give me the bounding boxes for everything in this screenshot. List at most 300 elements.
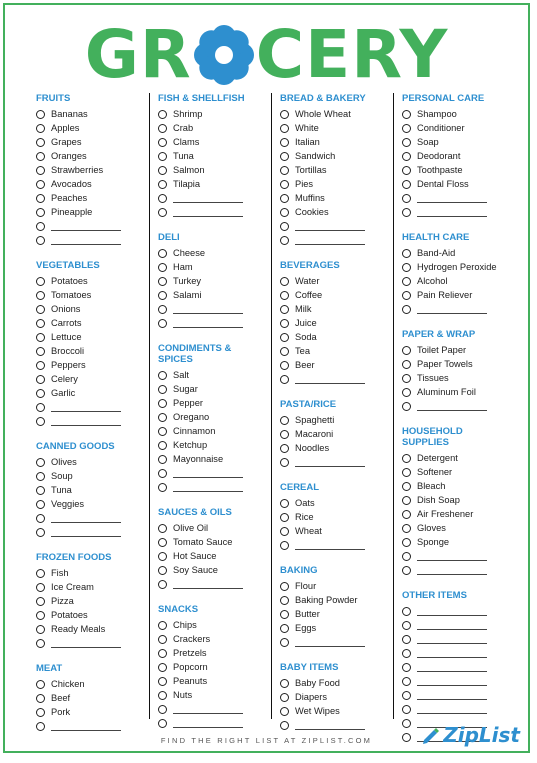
checkbox-circle[interactable] [280, 124, 289, 133]
blank-write-in-line[interactable] [173, 194, 243, 203]
blank-write-in-line[interactable] [51, 222, 121, 231]
checkbox-circle[interactable] [280, 138, 289, 147]
checkbox-circle[interactable] [36, 319, 45, 328]
item-label: Toilet Paper [417, 345, 467, 355]
checkbox-circle[interactable] [280, 582, 289, 591]
checkbox-circle[interactable] [280, 596, 289, 605]
checkbox-circle[interactable] [402, 454, 411, 463]
section-frozen-foods [36, 552, 154, 650]
checkbox-circle[interactable] [402, 663, 411, 672]
item-label: Pain Reliever [417, 290, 473, 300]
checkbox-circle[interactable] [402, 538, 411, 547]
checkbox-circle[interactable] [402, 468, 411, 477]
list-item [36, 719, 154, 733]
list-item [36, 121, 154, 135]
list-item [402, 618, 520, 632]
list-item [36, 330, 154, 344]
checkbox-circle[interactable] [402, 402, 411, 411]
checkbox-circle[interactable] [280, 679, 289, 688]
checkbox-circle[interactable] [158, 399, 167, 408]
checkbox-circle[interactable] [402, 305, 411, 314]
item-label: Fish [51, 568, 69, 578]
item-label: Beef [51, 693, 71, 703]
blank-write-in-line[interactable] [417, 705, 487, 714]
list-item [402, 674, 520, 688]
checkbox-circle[interactable] [158, 719, 167, 728]
checkbox-circle[interactable] [402, 691, 411, 700]
checkbox-circle[interactable] [402, 374, 411, 383]
checkbox-circle[interactable] [36, 583, 45, 592]
checkbox-circle[interactable] [36, 417, 45, 426]
checkbox-circle[interactable] [280, 236, 289, 245]
checkbox-circle[interactable] [158, 524, 167, 533]
blank-write-in-line[interactable] [417, 566, 487, 575]
checkbox-circle[interactable] [36, 277, 45, 286]
checkbox-circle[interactable] [36, 597, 45, 606]
blank-write-in-line[interactable] [417, 208, 487, 217]
checkbox-circle[interactable] [402, 277, 411, 286]
list-item [402, 205, 520, 219]
list-item [280, 330, 398, 344]
blank-write-in-line[interactable] [417, 607, 487, 616]
list-item [402, 521, 520, 535]
item-label: Soda [295, 332, 317, 342]
checkbox-circle[interactable] [280, 194, 289, 203]
list-item [158, 424, 276, 438]
checkbox-circle[interactable] [280, 527, 289, 536]
checkbox-circle[interactable] [280, 166, 289, 175]
list-item [402, 479, 520, 493]
blank-write-in-line[interactable] [51, 722, 121, 731]
list-item [158, 674, 276, 688]
list-item [280, 219, 398, 233]
checkbox-circle[interactable] [158, 385, 167, 394]
checkbox-circle[interactable] [36, 138, 45, 147]
checkbox-circle[interactable] [402, 291, 411, 300]
item-label: Alcohol [417, 276, 448, 286]
checkbox-circle[interactable] [36, 375, 45, 384]
list-item [36, 455, 154, 469]
list-item [280, 288, 398, 302]
checkbox-circle[interactable] [280, 624, 289, 633]
checkbox-circle[interactable] [158, 552, 167, 561]
checkbox-circle[interactable] [280, 444, 289, 453]
checkbox-circle[interactable] [280, 277, 289, 286]
item-label: Popcorn [173, 662, 208, 672]
item-label: Bananas [51, 109, 88, 119]
checkbox-circle[interactable] [402, 249, 411, 258]
item-label: Tuna [173, 151, 194, 161]
list-item [36, 107, 154, 121]
checkbox-circle[interactable] [402, 649, 411, 658]
section-condiments-spices [158, 343, 276, 494]
blank-write-in-line[interactable] [173, 305, 243, 314]
blank-write-in-line[interactable] [51, 403, 121, 412]
blank-write-in-line[interactable] [295, 541, 365, 550]
list-item [402, 274, 520, 288]
blank-write-in-line[interactable] [173, 483, 243, 492]
blank-write-in-line[interactable] [51, 417, 121, 426]
checkbox-circle[interactable] [36, 708, 45, 717]
blank-write-in-line[interactable] [173, 705, 243, 714]
checkbox-circle[interactable] [36, 361, 45, 370]
checkbox-circle[interactable] [158, 621, 167, 630]
checkbox-circle[interactable] [36, 124, 45, 133]
checkbox-circle[interactable] [280, 361, 289, 370]
checkbox-circle[interactable] [36, 333, 45, 342]
checkbox-circle[interactable] [280, 180, 289, 189]
item-label: Milk [295, 304, 312, 314]
checkbox-circle[interactable] [280, 721, 289, 730]
checkbox-circle[interactable] [158, 194, 167, 203]
checkbox-circle[interactable] [36, 458, 45, 467]
checkbox-circle[interactable] [280, 416, 289, 425]
checkbox-circle[interactable] [36, 500, 45, 509]
checkbox-circle[interactable] [402, 482, 411, 491]
list-item [158, 452, 276, 466]
checkbox-circle[interactable] [402, 607, 411, 616]
checkbox-circle[interactable] [280, 319, 289, 328]
section-baby-items [280, 662, 398, 732]
list-item [402, 451, 520, 465]
checkbox-circle[interactable] [158, 124, 167, 133]
section-title: SAUCES & OILS [158, 507, 232, 518]
checkbox-circle[interactable] [36, 110, 45, 119]
checkbox-circle[interactable] [402, 360, 411, 369]
list-item [36, 677, 154, 691]
blank-write-in-line[interactable] [51, 514, 121, 523]
item-label: Peaches [51, 193, 88, 203]
checkbox-circle[interactable] [36, 639, 45, 648]
item-label: Lettuce [51, 332, 82, 342]
section-meat [36, 663, 154, 733]
item-label: Veggies [51, 499, 85, 509]
checkbox-circle[interactable] [158, 483, 167, 492]
checkbox-circle[interactable] [36, 208, 45, 217]
blank-write-in-line[interactable] [417, 691, 487, 700]
item-label: Tuna [51, 485, 72, 495]
blank-write-in-line[interactable] [51, 236, 121, 245]
checkbox-circle[interactable] [36, 305, 45, 314]
checkbox-circle[interactable] [402, 110, 411, 119]
checkbox-circle[interactable] [280, 499, 289, 508]
checkbox-circle[interactable] [280, 333, 289, 342]
checkbox-circle[interactable] [402, 719, 411, 728]
checkbox-circle[interactable] [280, 430, 289, 439]
blank-write-in-line[interactable] [173, 580, 243, 589]
checkbox-circle[interactable] [36, 625, 45, 634]
checkbox-circle[interactable] [402, 346, 411, 355]
checkbox-circle[interactable] [158, 277, 167, 286]
list-item [36, 525, 154, 539]
checkbox-circle[interactable] [280, 458, 289, 467]
blank-write-in-line[interactable] [173, 319, 243, 328]
list-item [402, 163, 520, 177]
checkbox-circle[interactable] [158, 291, 167, 300]
section-fish-shellfish [158, 93, 276, 219]
checkbox-circle[interactable] [158, 635, 167, 644]
checkbox-circle[interactable] [158, 566, 167, 575]
checkbox-circle[interactable] [36, 152, 45, 161]
list-item [158, 521, 276, 535]
checkbox-circle[interactable] [158, 427, 167, 436]
checkbox-circle[interactable] [280, 610, 289, 619]
checkbox-circle[interactable] [36, 680, 45, 689]
list-item [158, 618, 276, 632]
item-label: Cheese [173, 248, 206, 258]
list-item [402, 399, 520, 413]
checkbox-circle[interactable] [402, 166, 411, 175]
checkbox-circle[interactable] [158, 469, 167, 478]
checkbox-circle[interactable] [402, 388, 411, 397]
column-4 [402, 93, 520, 757]
blank-write-in-line[interactable] [173, 208, 243, 217]
list-item [36, 580, 154, 594]
checkbox-circle[interactable] [280, 305, 289, 314]
checkbox-circle[interactable] [158, 649, 167, 658]
blank-write-in-line[interactable] [173, 469, 243, 478]
list-item [36, 205, 154, 219]
title-part-gr: GR [84, 16, 192, 93]
checkbox-circle[interactable] [402, 635, 411, 644]
section-title: PERSONAL CARE [402, 93, 485, 104]
item-label: Air Freshener [417, 509, 474, 519]
item-label: Detergent [417, 453, 458, 463]
checkbox-circle[interactable] [280, 638, 289, 647]
checkbox-circle[interactable] [36, 180, 45, 189]
checkbox-circle[interactable] [158, 249, 167, 258]
checkbox-circle[interactable] [158, 691, 167, 700]
checkbox-circle[interactable] [280, 707, 289, 716]
list-item [36, 636, 154, 650]
section-title: FROZEN FOODS [36, 552, 112, 563]
blank-write-in-line[interactable] [417, 402, 487, 411]
list-item [402, 385, 520, 399]
item-label: Hot Sauce [173, 551, 217, 561]
item-label: Muffins [295, 193, 325, 203]
checkbox-circle[interactable] [36, 222, 45, 231]
item-label: Eggs [295, 623, 317, 633]
list-item [402, 302, 520, 316]
list-item [158, 577, 276, 591]
list-item [280, 107, 398, 121]
section-baking [280, 565, 398, 649]
checkbox-circle[interactable] [36, 236, 45, 245]
list-item [158, 191, 276, 205]
list-item [158, 396, 276, 410]
checkbox-circle[interactable] [36, 528, 45, 537]
item-label: Olives [51, 457, 77, 467]
section-title: BEVERAGES [280, 260, 340, 271]
list-item [36, 219, 154, 233]
section-bread-bakery [280, 93, 398, 247]
checkbox-circle[interactable] [402, 263, 411, 272]
blank-write-in-line[interactable] [417, 649, 487, 658]
checkbox-circle[interactable] [36, 291, 45, 300]
list-item [36, 469, 154, 483]
checkbox-circle[interactable] [402, 566, 411, 575]
list-item [36, 705, 154, 719]
list-item [402, 563, 520, 577]
checkbox-circle[interactable] [36, 403, 45, 412]
list-item [36, 149, 154, 163]
blank-write-in-line[interactable] [417, 663, 487, 672]
list-item [402, 371, 520, 385]
section-other-items [402, 590, 520, 744]
checkbox-circle[interactable] [158, 538, 167, 547]
item-label: Cinnamon [173, 426, 216, 436]
item-label: Broccoli [51, 346, 85, 356]
checkbox-circle[interactable] [402, 705, 411, 714]
checkbox-circle[interactable] [402, 138, 411, 147]
list-item [280, 135, 398, 149]
checkbox-circle[interactable] [402, 677, 411, 686]
checkbox-circle[interactable] [36, 722, 45, 731]
checkbox-circle[interactable] [36, 194, 45, 203]
checkbox-circle[interactable] [158, 371, 167, 380]
item-label: Grapes [51, 137, 82, 147]
checkbox-circle[interactable] [402, 621, 411, 630]
checkbox-circle[interactable] [158, 138, 167, 147]
list-item [402, 507, 520, 521]
section-title: MEAT [36, 663, 63, 674]
item-label: Tilapia [173, 179, 201, 189]
item-label: Macaroni [295, 429, 334, 439]
checkbox-circle[interactable] [280, 222, 289, 231]
column-2 [158, 93, 276, 743]
blank-write-in-line[interactable] [295, 721, 365, 730]
checkbox-circle[interactable] [36, 166, 45, 175]
item-label: Pretzels [173, 648, 207, 658]
list-item [280, 177, 398, 191]
item-label: Band-Aid [417, 248, 456, 258]
item-label: Noodles [295, 443, 330, 453]
item-label: Peppers [51, 360, 86, 370]
checkbox-circle[interactable] [402, 124, 411, 133]
item-label: Chicken [51, 679, 85, 689]
blank-write-in-line[interactable] [51, 639, 121, 648]
checkbox-circle[interactable] [158, 263, 167, 272]
checkbox-circle[interactable] [280, 375, 289, 384]
blank-write-in-line[interactable] [417, 552, 487, 561]
blank-write-in-line[interactable] [295, 638, 365, 647]
list-item [158, 466, 276, 480]
checkbox-circle[interactable] [280, 152, 289, 161]
checkbox-circle[interactable] [158, 166, 167, 175]
blank-write-in-line[interactable] [417, 677, 487, 686]
section-personal-care [402, 93, 520, 219]
item-label: White [295, 123, 319, 133]
item-label: Spaghetti [295, 415, 335, 425]
checkbox-circle[interactable] [36, 486, 45, 495]
item-label: Cookies [295, 207, 329, 217]
blank-write-in-line[interactable] [417, 635, 487, 644]
checkbox-circle[interactable] [402, 194, 411, 203]
checkbox-circle[interactable] [158, 441, 167, 450]
list-item [402, 246, 520, 260]
list-item [280, 205, 398, 219]
checkbox-circle[interactable] [158, 455, 167, 464]
checkbox-circle[interactable] [158, 305, 167, 314]
list-item [158, 205, 276, 219]
item-label: Tea [295, 346, 310, 356]
blank-write-in-line[interactable] [295, 236, 365, 245]
item-label: Mayonnaise [173, 454, 224, 464]
checkbox-circle[interactable] [280, 513, 289, 522]
checkbox-circle[interactable] [402, 510, 411, 519]
blank-write-in-line[interactable] [295, 222, 365, 231]
checkbox-circle[interactable] [36, 611, 45, 620]
item-label: Garlic [51, 388, 76, 398]
checkbox-circle[interactable] [36, 694, 45, 703]
checkbox-circle[interactable] [36, 472, 45, 481]
checkbox-circle[interactable] [36, 389, 45, 398]
checkbox-circle[interactable] [158, 110, 167, 119]
checkbox-circle[interactable] [158, 152, 167, 161]
footer-text: FIND THE RIGHT LIST AT ZIPLIST.COM [160, 736, 373, 745]
checkbox-circle[interactable] [402, 180, 411, 189]
blank-write-in-line[interactable] [417, 194, 487, 203]
item-label: Crackers [173, 634, 211, 644]
checkbox-circle[interactable] [36, 569, 45, 578]
checkbox-circle[interactable] [402, 496, 411, 505]
list-item [158, 149, 276, 163]
checkbox-circle[interactable] [158, 319, 167, 328]
checkbox-circle[interactable] [158, 580, 167, 589]
blank-write-in-line[interactable] [51, 528, 121, 537]
list-item [280, 579, 398, 593]
checkbox-circle[interactable] [158, 663, 167, 672]
checkbox-circle[interactable] [158, 208, 167, 217]
section-title: HEALTH CARE [402, 232, 470, 243]
checkbox-circle[interactable] [402, 524, 411, 533]
list-item [402, 107, 520, 121]
checkbox-circle[interactable] [158, 413, 167, 422]
checkbox-circle[interactable] [402, 152, 411, 161]
item-label: Paper Towels [417, 359, 473, 369]
item-label: Potatoes [51, 276, 88, 286]
list-item [36, 358, 154, 372]
checkbox-circle[interactable] [158, 677, 167, 686]
blank-write-in-line[interactable] [417, 305, 487, 314]
section-paper-wrap [402, 329, 520, 413]
checkbox-circle[interactable] [36, 514, 45, 523]
list-item [402, 660, 520, 674]
item-label: Conditioner [417, 123, 465, 133]
item-label: Chips [173, 620, 197, 630]
blank-write-in-line[interactable] [295, 458, 365, 467]
checkbox-circle[interactable] [280, 208, 289, 217]
checkbox-circle[interactable] [36, 347, 45, 356]
checkbox-circle[interactable] [158, 705, 167, 714]
list-item [402, 535, 520, 549]
checkbox-circle[interactable] [280, 347, 289, 356]
checkbox-circle[interactable] [158, 180, 167, 189]
blank-write-in-line[interactable] [295, 375, 365, 384]
checkbox-circle[interactable] [280, 693, 289, 702]
blank-write-in-line[interactable] [173, 719, 243, 728]
checkbox-circle[interactable] [402, 552, 411, 561]
list-item [36, 497, 154, 511]
checkbox-circle[interactable] [280, 291, 289, 300]
list-item [158, 260, 276, 274]
blank-write-in-line[interactable] [417, 621, 487, 630]
checkbox-circle[interactable] [280, 541, 289, 550]
item-label: Shampoo [417, 109, 457, 119]
checkbox-circle[interactable] [280, 110, 289, 119]
checkbox-circle[interactable] [402, 208, 411, 217]
item-label: Ketchup [173, 440, 208, 450]
